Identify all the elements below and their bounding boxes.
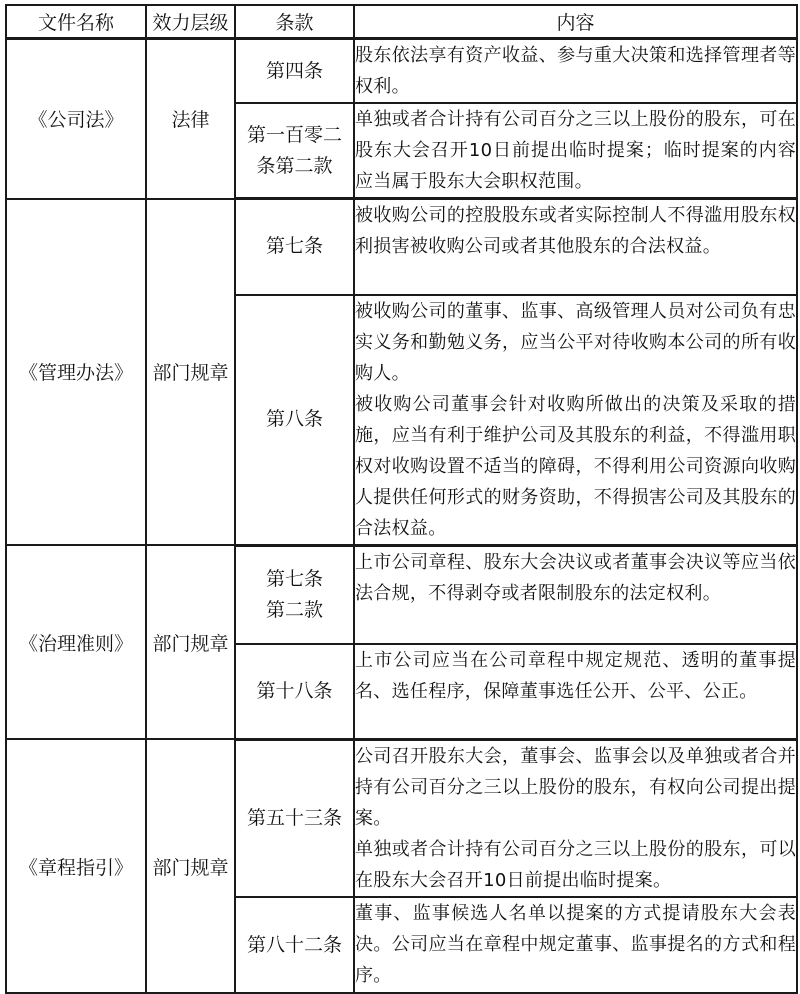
article-line: 第一百零二	[246, 123, 342, 146]
content-cell	[354, 739, 797, 897]
article-line: 第二款	[265, 598, 323, 621]
header-article: 条款	[235, 5, 354, 39]
article-cell	[235, 39, 354, 104]
content-paragraph: 单独或者合计持有公司百分之三以上股份的股东，可在股东大会召开10日前提出临时提案；临时提案的内容应当属于股东大会职权范围。	[355, 109, 796, 192]
content-paragraph: 上市公司应当在公司章程中规定规范、透明的董事提名、选任程序，保障董事选任公开、公平、公正。	[355, 650, 796, 702]
doc-name-cell: 《管理办法》	[6, 199, 146, 546]
article-line: 第八十二条	[246, 933, 342, 956]
regulation-table	[5, 4, 798, 994]
content-paragraph: 股东依法享有资产收益、参与重大决策和选择管理者等权利。	[355, 45, 796, 97]
doc-name-cell: 《章程指引》	[6, 739, 146, 993]
article-cell	[235, 739, 354, 897]
article-cell	[235, 103, 354, 199]
header-content: 内容	[354, 5, 797, 39]
content-cell	[354, 199, 797, 295]
content-cell	[354, 545, 797, 644]
level-cell: 部门规章	[146, 545, 235, 739]
content-paragraph: 被收购公司的控股股东或者实际控制人不得滥用股东权利损害被收购公司或者其他股东的合法权益。	[355, 205, 796, 257]
table-row	[6, 199, 797, 295]
article-line: 第四条	[265, 59, 323, 82]
table-row	[6, 739, 797, 897]
content-paragraph: 公司召开股东大会，董事会、监事会以及单独或者合并持有公司百分之三以上股份的股东，有权向公司提出提案。	[355, 745, 796, 829]
article-line: 第七条	[265, 567, 323, 590]
content-paragraph: 单独或者合计持有公司百分之三以上股份的股东，可以在股东大会召开10日前提出临时提案。	[355, 838, 796, 891]
content-cell	[354, 644, 797, 739]
content-paragraph: 上市公司章程、股东大会决议或者董事会决议等应当依法合规，不得剥夺或者限制股东的法定权利。	[355, 551, 796, 604]
article-cell	[235, 199, 354, 295]
article-cell	[235, 295, 354, 546]
article-cell	[235, 644, 354, 739]
article-line: 第五十三条	[246, 806, 342, 829]
article-line: 条第二款	[256, 154, 333, 177]
doc-name-cell: 《公司法》	[6, 39, 146, 199]
table-row	[6, 39, 797, 104]
article-cell	[235, 545, 354, 644]
doc-name-cell: 《治理准则》	[6, 545, 146, 739]
table-row	[6, 545, 797, 644]
article-line: 第八条	[265, 408, 323, 430]
header-doc-name: 文件名称	[6, 5, 146, 39]
content-cell	[354, 897, 797, 993]
content-paragraph: 董事、监事候选人名单以提案的方式提请股东大会表决。公司应当在章程中规定董事、监事提名的方式和程序。	[355, 903, 796, 986]
article-cell	[235, 897, 354, 993]
header-row	[6, 5, 797, 39]
content-cell	[354, 295, 797, 546]
level-cell: 部门规章	[146, 199, 235, 546]
level-cell: 法律	[146, 39, 235, 199]
level-cell: 部门规章	[146, 739, 235, 993]
article-line: 第七条	[265, 235, 323, 258]
content-paragraph: 被收购公司的董事、监事、高级管理人员对公司负有忠实义务和勤勉义务，应当公平对待收购本公司的所有收购人。	[355, 300, 796, 384]
content-cell	[354, 39, 797, 104]
content-cell	[354, 103, 797, 199]
header-level: 效力层级	[146, 5, 235, 39]
article-line: 第十八条	[256, 679, 333, 702]
content-paragraph: 被收购公司董事会针对收购所做出的决策及采取的措施，应当有利于维护公司及其股东的利益，不得滥用职权对收购设置不适当的障碍，不得利用公司资源向收购人提供任何形式的财务资助，不得损害公司及其股东的合法权益。	[355, 393, 796, 539]
